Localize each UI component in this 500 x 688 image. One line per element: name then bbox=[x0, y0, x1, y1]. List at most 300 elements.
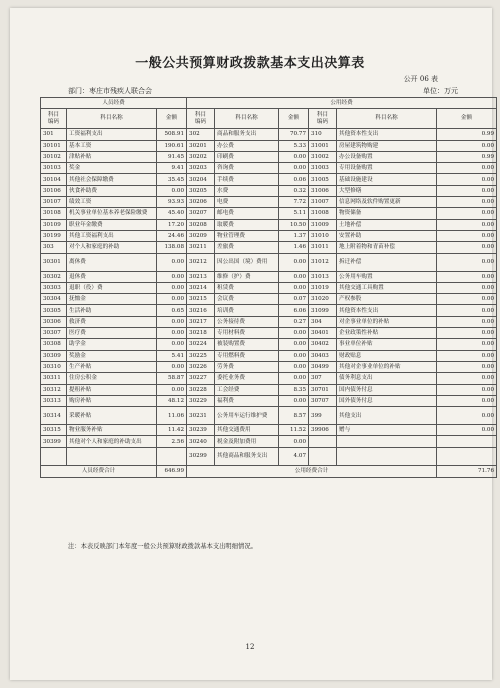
cell-code-3: 30499 bbox=[309, 361, 337, 372]
cell-name-3: 土地补偿 bbox=[337, 219, 437, 230]
cell-amount-1: 93.93 bbox=[157, 197, 187, 208]
cell-code-1: 30399 bbox=[41, 436, 67, 447]
cell-name-2: 其他交通费用 bbox=[215, 425, 279, 436]
cell-code-2: 30203 bbox=[187, 163, 215, 174]
table-row bbox=[41, 197, 497, 208]
table-row bbox=[41, 253, 497, 271]
cell-name-2: 咨询费 bbox=[215, 163, 279, 174]
cell-amount-1: 138.08 bbox=[157, 242, 187, 253]
page-number: 12 bbox=[245, 643, 255, 651]
col-code-1: 科目 编码 bbox=[41, 109, 67, 129]
cell-amount-3: 0.00 bbox=[437, 230, 497, 241]
table-row bbox=[41, 350, 497, 361]
cell-code-1: 30312 bbox=[41, 384, 67, 395]
cell-name-3: 安置补助 bbox=[337, 230, 437, 241]
cell-amount-2: 11.52 bbox=[279, 425, 309, 436]
cell-amount-1: 48.12 bbox=[157, 395, 187, 406]
cell-amount-1: 0.00 bbox=[157, 339, 187, 350]
cell-name-3: 企业政策性补贴 bbox=[337, 328, 437, 339]
cell-amount-1: 0.00 bbox=[157, 271, 187, 282]
cell-code-3 bbox=[309, 436, 337, 447]
col-amount-1: 金额 bbox=[157, 109, 187, 129]
cell-code-3: 30701 bbox=[309, 384, 337, 395]
cell-name-3: 信息网络及软件购置更新 bbox=[337, 197, 437, 208]
public-total-label: 公用经费合计 bbox=[187, 465, 437, 477]
cell-name-1: 其他社会保障缴费 bbox=[67, 174, 157, 185]
cell-name-2: 公务用车运行维护费 bbox=[215, 407, 279, 425]
cell-amount-2: 0.32 bbox=[279, 185, 309, 196]
cell-code-1: 30310 bbox=[41, 361, 67, 372]
cell-amount-2: 1.46 bbox=[279, 242, 309, 253]
cell-amount-2: 0.00 bbox=[279, 361, 309, 372]
cell-name-1: 物业服务补贴 bbox=[67, 425, 157, 436]
public-total-value: 71.76 bbox=[437, 465, 497, 477]
cell-code-3: 31011 bbox=[309, 242, 337, 253]
cell-amount-2: 0.00 bbox=[279, 350, 309, 361]
cell-code-3: 31009 bbox=[309, 219, 337, 230]
cell-amount-1: 0.00 bbox=[157, 384, 187, 395]
cell-amount-3: 0.00 bbox=[437, 294, 497, 305]
cell-code-1: 30311 bbox=[41, 373, 67, 384]
cell-name-1: 绩效工资 bbox=[67, 197, 157, 208]
cell-code-1 bbox=[41, 447, 67, 465]
cell-amount-3: 0.00 bbox=[437, 425, 497, 436]
table-row bbox=[41, 361, 497, 372]
col-amount-2: 金额 bbox=[279, 109, 309, 129]
cell-code-1: 30313 bbox=[41, 395, 67, 406]
cell-name-2: 被装购置费 bbox=[215, 339, 279, 350]
table-row bbox=[41, 373, 497, 384]
cell-amount-1: 91.45 bbox=[157, 151, 187, 162]
cell-name-2: 手续费 bbox=[215, 174, 279, 185]
cell-amount-1: 17.20 bbox=[157, 219, 187, 230]
cell-code-2: 30218 bbox=[187, 328, 215, 339]
cell-amount-2: 4.07 bbox=[279, 447, 309, 465]
cell-name-2: 专用燃料费 bbox=[215, 350, 279, 361]
cell-amount-1: 0.00 bbox=[157, 316, 187, 327]
cell-name-3: 公务用车购置 bbox=[337, 271, 437, 282]
cell-code-1: 30303 bbox=[41, 282, 67, 293]
col-name-2: 科目名称 bbox=[215, 109, 279, 129]
cell-code-2: 30240 bbox=[187, 436, 215, 447]
cell-amount-1: 0.00 bbox=[157, 294, 187, 305]
cell-name-3: 财政贴息 bbox=[337, 350, 437, 361]
cell-code-2: 30202 bbox=[187, 151, 215, 162]
cell-amount-1: 58.87 bbox=[157, 373, 187, 384]
cell-code-3: 31007 bbox=[309, 197, 337, 208]
table-row bbox=[41, 129, 497, 140]
cell-name-2: 租赁费 bbox=[215, 282, 279, 293]
cell-amount-2: 1.37 bbox=[279, 230, 309, 241]
cell-code-2: 302 bbox=[187, 129, 215, 140]
cell-name-3: 物资储备 bbox=[337, 208, 437, 219]
cell-amount-2: 0.00 bbox=[279, 151, 309, 162]
cell-code-3: 31020 bbox=[309, 294, 337, 305]
cell-amount-3: 0.00 bbox=[437, 384, 497, 395]
table-row bbox=[41, 294, 497, 305]
cell-code-2: 30214 bbox=[187, 282, 215, 293]
cell-name-1: 职业年金缴费 bbox=[67, 219, 157, 230]
cell-name-2: 委托业务费 bbox=[215, 373, 279, 384]
cell-amount-3: 0.00 bbox=[437, 140, 497, 151]
cell-code-2: 30224 bbox=[187, 339, 215, 350]
cell-code-1: 30314 bbox=[41, 407, 67, 425]
cell-name-1: 生活补助 bbox=[67, 305, 157, 316]
cell-name-1: 奖金 bbox=[67, 163, 157, 174]
cell-code-2: 30227 bbox=[187, 373, 215, 384]
cell-amount-3: 0.00 bbox=[437, 242, 497, 253]
table-row bbox=[41, 185, 497, 196]
cell-code-2: 30216 bbox=[187, 305, 215, 316]
cell-name-3: 其他交通工具购置 bbox=[337, 282, 437, 293]
cell-amount-1: 11.06 bbox=[157, 407, 187, 425]
cell-name-1: 机关事业单位基本养老保险缴费 bbox=[67, 208, 157, 219]
cell-amount-2: 8.35 bbox=[279, 384, 309, 395]
cell-amount-1: 5.41 bbox=[157, 350, 187, 361]
report-title: 一般公共预算财政拨款基本支出决算表 bbox=[135, 56, 365, 71]
cell-code-3: 31019 bbox=[309, 282, 337, 293]
cell-name-2: 商品和服务支出 bbox=[215, 129, 279, 140]
cell-name-1: 基本工资 bbox=[67, 140, 157, 151]
cell-name-1: 采暖补贴 bbox=[67, 407, 157, 425]
table-row bbox=[41, 230, 497, 241]
cell-amount-1: 0.65 bbox=[157, 305, 187, 316]
cell-name-2: 水费 bbox=[215, 185, 279, 196]
cell-name-2: 电费 bbox=[215, 197, 279, 208]
cell-amount-2: 0.00 bbox=[279, 373, 309, 384]
column-header-row bbox=[41, 109, 497, 129]
cell-name-1: 其他对个人和家庭的补助支出 bbox=[67, 436, 157, 447]
table-row bbox=[41, 384, 497, 395]
cell-name-2: 工会经费 bbox=[215, 384, 279, 395]
cell-code-1: 30315 bbox=[41, 425, 67, 436]
public-header: 公用经费 bbox=[187, 98, 497, 109]
cell-code-1: 30301 bbox=[41, 253, 67, 271]
expenditure-table bbox=[40, 97, 497, 478]
cell-name-3: 其他支出 bbox=[337, 407, 437, 425]
cell-name-1: 津贴补贴 bbox=[67, 151, 157, 162]
table-row bbox=[41, 163, 497, 174]
table-row bbox=[41, 174, 497, 185]
cell-code-3: 31099 bbox=[309, 305, 337, 316]
cell-code-2: 30206 bbox=[187, 197, 215, 208]
cell-code-1: 30309 bbox=[41, 350, 67, 361]
cell-amount-2: 0.00 bbox=[279, 436, 309, 447]
cell-name-1: 对个人和家庭的补助 bbox=[67, 242, 157, 253]
cell-amount-1: 24.46 bbox=[157, 230, 187, 241]
cell-code-3: 31001 bbox=[309, 140, 337, 151]
cell-name-2: 税金及附加费用 bbox=[215, 436, 279, 447]
cell-code-2: 30299 bbox=[187, 447, 215, 465]
cell-code-3: 30707 bbox=[309, 395, 337, 406]
table-row bbox=[41, 328, 497, 339]
cell-code-3: 31012 bbox=[309, 253, 337, 271]
cell-amount-1: 0.00 bbox=[157, 328, 187, 339]
cell-name-3: 房屋建筑物购建 bbox=[337, 140, 437, 151]
cell-name-2: 取暖费 bbox=[215, 219, 279, 230]
cell-code-2: 30207 bbox=[187, 208, 215, 219]
cell-name-2: 邮电费 bbox=[215, 208, 279, 219]
cell-code-3: 31005 bbox=[309, 174, 337, 185]
cell-amount-3: 0.00 bbox=[437, 316, 497, 327]
cell-code-2: 30204 bbox=[187, 174, 215, 185]
cell-code-2: 30226 bbox=[187, 361, 215, 372]
cell-amount-2: 0.06 bbox=[279, 174, 309, 185]
cell-code-2: 30208 bbox=[187, 219, 215, 230]
cell-amount-3: 0.00 bbox=[437, 373, 497, 384]
cell-name-1: 提租补贴 bbox=[67, 384, 157, 395]
cell-name-3: 办公设备购置 bbox=[337, 151, 437, 162]
col-code-3: 科目 编码 bbox=[309, 109, 337, 129]
cell-amount-3: 0.00 bbox=[437, 305, 497, 316]
cell-code-2: 30228 bbox=[187, 384, 215, 395]
table-row bbox=[41, 395, 497, 406]
cell-amount-3 bbox=[437, 447, 497, 465]
cell-name-1: 抚恤金 bbox=[67, 294, 157, 305]
cell-amount-3: 0.00 bbox=[437, 339, 497, 350]
personnel-header: 人员经费 bbox=[41, 98, 187, 109]
cell-amount-1: 0.00 bbox=[157, 253, 187, 271]
cell-name-3: 大型修缮 bbox=[337, 185, 437, 196]
cell-amount-2: 0.00 bbox=[279, 328, 309, 339]
cell-amount-3: 0.00 bbox=[437, 197, 497, 208]
cell-amount-3: 0.00 bbox=[437, 328, 497, 339]
cell-amount-3: 0.00 bbox=[437, 174, 497, 185]
cell-code-1: 301 bbox=[41, 129, 67, 140]
cell-name-3: 其他资本性支出 bbox=[337, 129, 437, 140]
cell-name-1: 奖励金 bbox=[67, 350, 157, 361]
cell-name-2: 福利费 bbox=[215, 395, 279, 406]
table-row bbox=[41, 219, 497, 230]
cell-name-3: 地上附着物和青苗补偿 bbox=[337, 242, 437, 253]
cell-code-2: 30229 bbox=[187, 395, 215, 406]
cell-code-2: 30217 bbox=[187, 316, 215, 327]
unit-label: 单位：万元 bbox=[423, 87, 458, 95]
table-row bbox=[41, 316, 497, 327]
cell-amount-3: 0.99 bbox=[437, 129, 497, 140]
cell-name-3: 其他资本性支出 bbox=[337, 305, 437, 316]
cell-code-1: 30304 bbox=[41, 294, 67, 305]
cell-code-2: 30225 bbox=[187, 350, 215, 361]
cell-code-1: 30106 bbox=[41, 185, 67, 196]
footnote: 注：本表反映部门本年度一般公共预算财政拨款基本支出明细情况。 bbox=[68, 543, 257, 550]
cell-amount-2: 0.00 bbox=[279, 163, 309, 174]
cell-amount-2: 5.33 bbox=[279, 140, 309, 151]
cell-amount-3: 0.00 bbox=[437, 361, 497, 372]
cell-code-3: 304 bbox=[309, 316, 337, 327]
cell-code-3: 307 bbox=[309, 373, 337, 384]
cell-amount-3: 0.00 bbox=[437, 350, 497, 361]
cell-amount-3: 0.00 bbox=[437, 407, 497, 425]
table-row bbox=[41, 208, 497, 219]
cell-amount-2: 70.77 bbox=[279, 129, 309, 140]
cell-amount-2: 0.00 bbox=[279, 395, 309, 406]
cell-code-1: 30199 bbox=[41, 230, 67, 241]
cell-name-3: 其他对企事业单位的补贴 bbox=[337, 361, 437, 372]
cell-amount-3: 0.00 bbox=[437, 163, 497, 174]
cell-name-1: 工资福利支出 bbox=[67, 129, 157, 140]
cell-name-2: 培训费 bbox=[215, 305, 279, 316]
cell-code-1: 30305 bbox=[41, 305, 67, 316]
cell-amount-2: 6.06 bbox=[279, 305, 309, 316]
cell-code-1: 30107 bbox=[41, 197, 67, 208]
table-row bbox=[41, 282, 497, 293]
cell-code-2: 30212 bbox=[187, 253, 215, 271]
cell-code-1: 30103 bbox=[41, 163, 67, 174]
cell-name-1: 救济费 bbox=[67, 316, 157, 327]
cell-name-2: 维修（护）费 bbox=[215, 271, 279, 282]
cell-amount-2: 5.11 bbox=[279, 208, 309, 219]
cell-name-1: 退休费 bbox=[67, 271, 157, 282]
table-row bbox=[41, 242, 497, 253]
cell-name-2: 会议费 bbox=[215, 294, 279, 305]
totals-row bbox=[41, 465, 497, 477]
cell-code-3 bbox=[309, 447, 337, 465]
cell-name-1 bbox=[67, 447, 157, 465]
form-number: 公开 06 表 bbox=[403, 75, 438, 83]
cell-amount-1: 190.61 bbox=[157, 140, 187, 151]
cell-name-2: 物业管理费 bbox=[215, 230, 279, 241]
cell-name-2: 其他商品和服务支出 bbox=[215, 447, 279, 465]
cell-amount-3: 0.00 bbox=[437, 219, 497, 230]
cell-code-3: 310 bbox=[309, 129, 337, 140]
cell-amount-1: 0.00 bbox=[157, 361, 187, 372]
table-row bbox=[41, 436, 497, 447]
cell-name-2: 公务接待费 bbox=[215, 316, 279, 327]
cell-name-3: 产权参股 bbox=[337, 294, 437, 305]
cell-code-2: 30205 bbox=[187, 185, 215, 196]
cell-amount-3: 0.00 bbox=[437, 253, 497, 271]
table-row bbox=[41, 447, 497, 465]
cell-name-1: 购房补贴 bbox=[67, 395, 157, 406]
cell-name-3 bbox=[337, 436, 437, 447]
cell-name-3: 对企事业单位的补贴 bbox=[337, 316, 437, 327]
cell-code-1: 30306 bbox=[41, 316, 67, 327]
cell-code-3: 31013 bbox=[309, 271, 337, 282]
cell-code-2: 30211 bbox=[187, 242, 215, 253]
cell-amount-3 bbox=[437, 436, 497, 447]
col-code-2: 科目 编码 bbox=[187, 109, 215, 129]
cell-name-1: 助学金 bbox=[67, 339, 157, 350]
cell-amount-3: 0.99 bbox=[437, 151, 497, 162]
cell-amount-2: 0.00 bbox=[279, 339, 309, 350]
cell-name-2: 专用材料费 bbox=[215, 328, 279, 339]
cell-name-3: 赠与 bbox=[337, 425, 437, 436]
cell-amount-1: 35.45 bbox=[157, 174, 187, 185]
cell-code-3: 30403 bbox=[309, 350, 337, 361]
cell-code-3: 31003 bbox=[309, 163, 337, 174]
cell-code-3: 31008 bbox=[309, 208, 337, 219]
cell-name-2: 办公费 bbox=[215, 140, 279, 151]
table-row bbox=[41, 339, 497, 350]
personnel-total-label: 人员经费合计 bbox=[41, 465, 157, 477]
cell-name-3: 事业单位补贴 bbox=[337, 339, 437, 350]
cell-name-1: 住房公积金 bbox=[67, 373, 157, 384]
cell-name-2: 印刷费 bbox=[215, 151, 279, 162]
cell-code-3: 399 bbox=[309, 407, 337, 425]
cell-code-3: 31006 bbox=[309, 185, 337, 196]
cell-code-1: 30308 bbox=[41, 339, 67, 350]
table-row bbox=[41, 271, 497, 282]
cell-name-2: 差旅费 bbox=[215, 242, 279, 253]
cell-name-3: 基础设施建设 bbox=[337, 174, 437, 185]
cell-name-2: 劳务费 bbox=[215, 361, 279, 372]
cell-amount-2: 0.27 bbox=[279, 316, 309, 327]
cell-code-2: 30231 bbox=[187, 407, 215, 425]
table-row bbox=[41, 140, 497, 151]
cell-code-1: 30101 bbox=[41, 140, 67, 151]
cell-name-1: 退职（役）费 bbox=[67, 282, 157, 293]
cell-code-2: 30209 bbox=[187, 230, 215, 241]
cell-code-3: 30402 bbox=[309, 339, 337, 350]
cell-amount-2: 0.00 bbox=[279, 253, 309, 271]
cell-name-1: 医疗费 bbox=[67, 328, 157, 339]
cell-code-1: 30102 bbox=[41, 151, 67, 162]
cell-amount-2: 7.72 bbox=[279, 197, 309, 208]
cell-amount-2: 8.57 bbox=[279, 407, 309, 425]
personnel-total-value: 646.99 bbox=[157, 465, 187, 477]
cell-name-3: 债务利息支出 bbox=[337, 373, 437, 384]
cell-code-3: 31002 bbox=[309, 151, 337, 162]
cell-amount-3: 0.00 bbox=[437, 282, 497, 293]
cell-name-3: 国外债务付息 bbox=[337, 395, 437, 406]
cell-amount-2: 0.00 bbox=[279, 282, 309, 293]
cell-amount-1: 11.42 bbox=[157, 425, 187, 436]
cell-name-3 bbox=[337, 447, 437, 465]
cell-code-2: 30239 bbox=[187, 425, 215, 436]
cell-amount-1 bbox=[157, 447, 187, 465]
cell-name-1: 伙食补助费 bbox=[67, 185, 157, 196]
cell-code-3: 39906 bbox=[309, 425, 337, 436]
cell-code-2: 30201 bbox=[187, 140, 215, 151]
table-row bbox=[41, 151, 497, 162]
cell-amount-1: 0.00 bbox=[157, 282, 187, 293]
cell-name-1: 离休费 bbox=[67, 253, 157, 271]
cell-code-1: 30104 bbox=[41, 174, 67, 185]
cell-amount-3: 0.00 bbox=[437, 208, 497, 219]
cell-amount-3: 0.00 bbox=[437, 271, 497, 282]
cell-amount-2: 0.00 bbox=[279, 271, 309, 282]
col-name-1: 科目名称 bbox=[67, 109, 157, 129]
cell-name-1: 生产补贴 bbox=[67, 361, 157, 372]
table-row bbox=[41, 305, 497, 316]
table-row bbox=[41, 407, 497, 425]
cell-amount-1: 9.41 bbox=[157, 163, 187, 174]
cell-name-1: 其他工资福利支出 bbox=[67, 230, 157, 241]
cell-code-1: 303 bbox=[41, 242, 67, 253]
cell-code-3: 31010 bbox=[309, 230, 337, 241]
cell-amount-1: 508.91 bbox=[157, 129, 187, 140]
cell-amount-2: 0.07 bbox=[279, 294, 309, 305]
cell-amount-1: 2.56 bbox=[157, 436, 187, 447]
cell-code-2: 30213 bbox=[187, 271, 215, 282]
cell-amount-1: 45.40 bbox=[157, 208, 187, 219]
cell-amount-2: 10.50 bbox=[279, 219, 309, 230]
cell-name-2: 因公出国（境）费用 bbox=[215, 253, 279, 271]
col-amount-3: 金额 bbox=[437, 109, 497, 129]
cell-amount-3: 0.00 bbox=[437, 185, 497, 196]
cell-amount-3: 0.00 bbox=[437, 395, 497, 406]
cell-code-2: 30215 bbox=[187, 294, 215, 305]
cell-name-3: 专用设备购置 bbox=[337, 163, 437, 174]
department-label: 部门：枣庄市残疾人联合会 bbox=[68, 87, 152, 95]
cell-code-1: 30109 bbox=[41, 219, 67, 230]
cell-code-3: 30401 bbox=[309, 328, 337, 339]
cell-name-3: 国内债务付息 bbox=[337, 384, 437, 395]
cell-code-1: 30307 bbox=[41, 328, 67, 339]
cell-amount-1: 0.00 bbox=[157, 185, 187, 196]
cell-code-1: 30302 bbox=[41, 271, 67, 282]
